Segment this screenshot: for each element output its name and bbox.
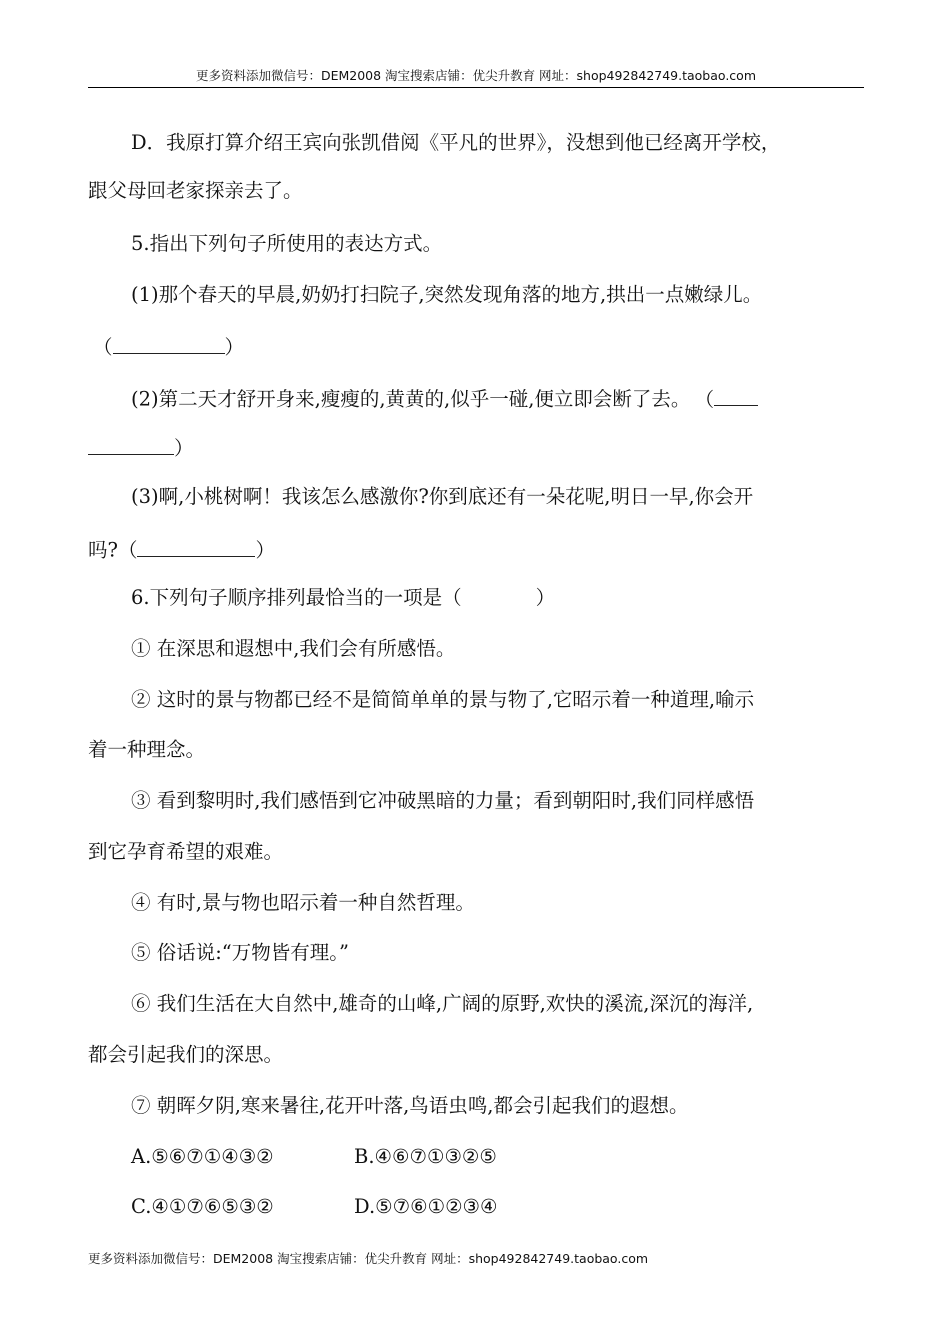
- q5-item2-line: [131, 386, 758, 409]
- q5-item3-text: 吗?: [88, 538, 118, 562]
- q6-option-c[interactable]: C.④①⑦⑥⑤③②: [131, 1195, 274, 1218]
- q6-sentence-2-line2: 着一种理念。: [88, 738, 206, 761]
- q6-sentence-6-line1: ⑥ 我们生活在大自然中,雄奇的山峰,广阔的原野,欢快的溪流,深沉的海洋,: [131, 992, 754, 1015]
- paren-close: ）: [255, 538, 275, 562]
- header-divider: [88, 87, 864, 88]
- q6-sentence-3-line1: ③ 看到黎明时,我们感悟到它冲破黑暗的力量；看到朝阳时,我们同样感悟: [131, 789, 755, 812]
- q6-sentence-7: ⑦ 朝晖夕阴,寒来暑往,花开叶落,鸟语虫鸣,都会引起我们的遐想。: [131, 1094, 689, 1117]
- paren-close: ）: [174, 436, 194, 460]
- q6-sentence-4: ④ 有时,景与物也昭示着一种自然哲理。: [131, 891, 475, 914]
- q5-item1: (1)那个春天的早晨,奶奶打扫院子,突然发现角落的地方,拱出一点嫩绿儿。: [131, 283, 763, 306]
- paren-close: ）: [224, 335, 245, 359]
- q5-item3-line1: (3)啊,小桃树啊！我该怎么感激你?你到底还有一朵花呢,明日一早,你会开: [131, 485, 754, 508]
- q6-option-b[interactable]: B.④⑥⑦①③②⑤: [354, 1145, 497, 1168]
- q6-stem-close: ）: [535, 586, 556, 609]
- q5-item3-blank[interactable]: [137, 537, 255, 557]
- q6-sentence-2-line1: ② 这时的景与物都已经不是简简单单的景与物了,它昭示着一种道理,喻示: [131, 688, 755, 711]
- q5-item1-blank[interactable]: [113, 334, 225, 354]
- paren-open: （: [117, 538, 138, 562]
- q5-item2: (2)第二天才舒开身来,瘦瘦的,黄黄的,似乎一碰,便立即会断了去。: [131, 387, 691, 411]
- q4-option-d-line1: D．我原打算介绍王宾向张凯借阅《平凡的世界》，没想到他已经离开学校，: [131, 131, 781, 154]
- q5-item3-line2: [88, 537, 275, 560]
- paren-open: （: [93, 335, 113, 359]
- q6-sentence-6-line2: 都会引起我们的深思。: [88, 1043, 284, 1066]
- q5-item2-blank-part1[interactable]: [714, 386, 758, 406]
- q6-option-a[interactable]: A.⑤⑥⑦①④③②: [131, 1145, 274, 1168]
- q6-sentence-3-line2: 到它孕育希望的艰难。: [88, 840, 284, 863]
- q6-stem-line: [131, 588, 555, 608]
- q4-option-d-line2: 跟父母回老家探亲去了。: [88, 179, 303, 202]
- q5-item2-blank-part2[interactable]: [88, 435, 174, 455]
- page-footer: 更多资料添加微信号：DEM2008 淘宝搜索店铺：优尖升教育 网址：shop492842749.taobao.com: [88, 1251, 649, 1266]
- q6-stem: 6.下列句子顺序排列最恰当的一项是（: [131, 586, 462, 609]
- q6-option-d[interactable]: D.⑤⑦⑥①②③④: [354, 1195, 498, 1218]
- q5-stem: 5.指出下列句子所使用的表达方式。: [131, 232, 443, 255]
- page-header: 更多资料添加微信号：DEM2008 淘宝搜索店铺：优尖升教育 网址：shop492842749.taobao.com: [195, 68, 757, 83]
- q6-sentence-1: ① 在深思和遐想中,我们会有所感悟。: [131, 637, 456, 660]
- q5-item1-answer: [93, 334, 244, 357]
- q5-item2-answer: [88, 435, 194, 458]
- q6-sentence-5: ⑤ 俗话说:“万物皆有理。”: [131, 941, 349, 964]
- paren-open: （: [704, 387, 715, 411]
